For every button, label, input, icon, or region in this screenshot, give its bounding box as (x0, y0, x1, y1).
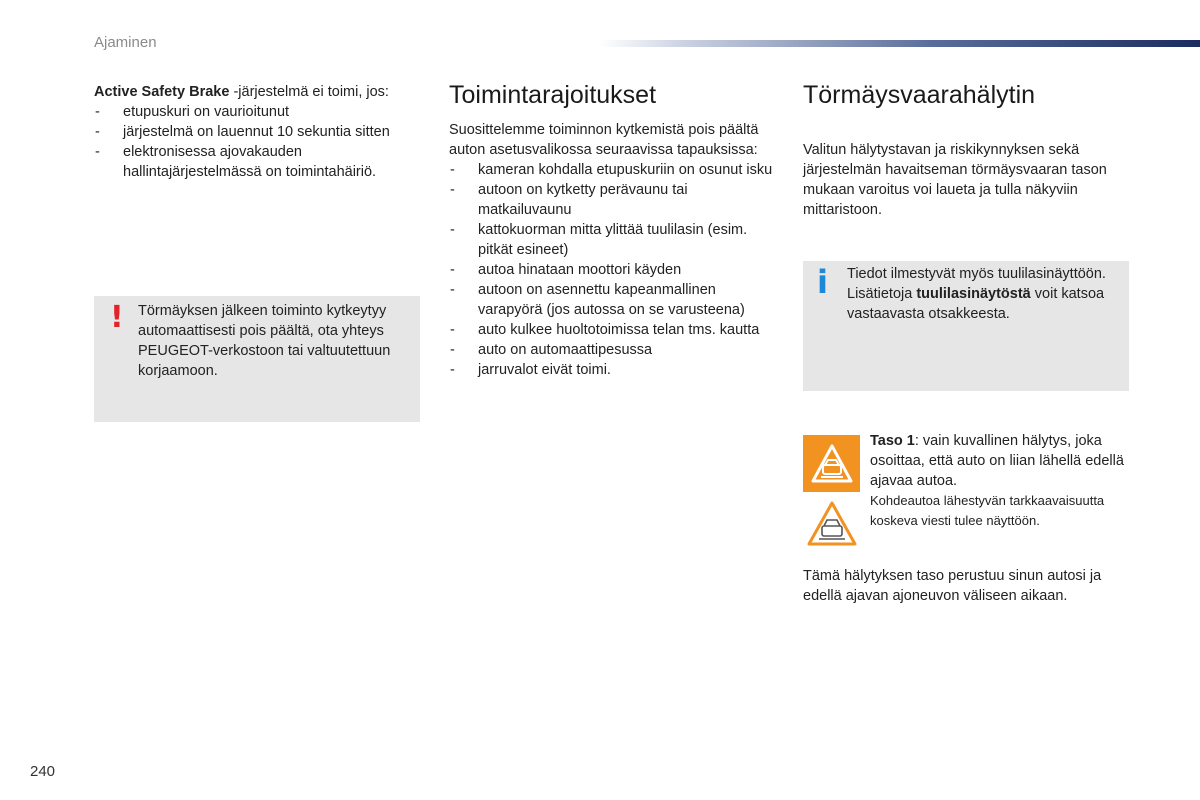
col3-outro: Tämä hälytyksen taso perustuu sinun autosi ja edellä ajavan ajoneuvon väliseen aikaan. (803, 568, 1102, 604)
column-left (94, 82, 424, 182)
level1-small-text: Kohdeautoa lähestyvän tarkkaavaisuutta koskeva viesti tulee näyttöön. (870, 493, 1105, 528)
level1-text (870, 431, 1132, 491)
page-number: 240 (30, 763, 56, 780)
list-item: - järjestelmä on lauennut 10 sekuntia sitten (94, 122, 424, 142)
section-title-limitations: Toimintarajoitukset (449, 81, 657, 109)
info-mark-icon: i (817, 263, 828, 301)
info-text-part: voit katsoa vastaavasta otsakkeesta. (847, 286, 1105, 322)
col3-outro-block (803, 566, 1133, 606)
warning-mark-icon: ! (110, 300, 124, 335)
info-text-bold: tuulilasinäytöstä (916, 286, 1031, 302)
level1-label: Taso 1 (870, 433, 915, 449)
info-note (803, 261, 1129, 391)
col3-intro: Valitun hälytystavan ja riskikynnyksen sekä järjestelmän havaitseman törmäysvaaran tason mukaan varoitus voi laueta ja tulla näkyviin mittaristoon. (803, 142, 1107, 218)
section-title-collision-warning: Törmäysvaarahälytin (803, 81, 1036, 109)
col1-intro (94, 82, 424, 102)
col1-list (94, 102, 424, 182)
col2-intro: Suosittelemme toiminnon kytkemistä pois päältä auton asetusvalikossa seuraavissa tapauksissa: (449, 122, 759, 158)
level1-description (870, 431, 1132, 531)
warning-text: Törmäyksen jälkeen toiminto kytkeytyy automaattisesti pois päältä, ota yhteys PEUGEOT-verkostoon tai valtuutettuun korjaamoon. (138, 303, 391, 379)
col2-list (449, 160, 774, 380)
list-item: - auto on automaattipesussa (449, 340, 774, 360)
collision-alert-outline-icon (806, 500, 858, 548)
list-item: - autoon on kytketty perävaunu tai matkailuvaunu (449, 180, 774, 220)
col1-intro-rest: -järjestelmä ei toimi, jos: (229, 84, 389, 100)
info-text-part: Tiedot ilmestyvät myös tuulilasinäyttöön. Lisätietoja (847, 266, 1106, 302)
info-text (847, 264, 1123, 324)
col1-intro-bold: Active Safety Brake (94, 84, 230, 100)
header-gradient-bar (600, 40, 1200, 47)
collision-alert-outline-svg (806, 500, 858, 548)
list-item: - kattokuorman mitta ylittää tuulilasin (esim. pitkät esineet) (449, 220, 774, 260)
section-label: Ajaminen (94, 34, 157, 51)
column-middle (449, 80, 774, 380)
warning-note (94, 296, 420, 422)
list-item: - elektronisessa ajovakauden hallintajärjestelmässä on toimintahäiriö. (94, 142, 424, 182)
collision-alert-svg (810, 443, 854, 485)
list-item: - auto kulkee huoltotoimissa telan tms. kautta (449, 320, 774, 340)
list-item: - autoon on asennettu kapeanmallinen varapyörä (jos autossa on se varusteena) (449, 280, 774, 320)
list-item: - autoa hinataan moottori käyden (449, 260, 774, 280)
list-item: - jarruvalot eivät toimi. (449, 360, 774, 380)
column-right (803, 80, 1133, 220)
collision-alert-icon (803, 435, 860, 492)
list-item: - kameran kohdalla etupuskuriin on osunut isku (449, 160, 774, 180)
level1-rest: : vain kuvallinen hälytys, joka osoittaa, että auto on liian lähellä edellä ajavaa autoa. (870, 433, 1124, 489)
list-item: - etupuskuri on vaurioitunut (94, 102, 424, 122)
